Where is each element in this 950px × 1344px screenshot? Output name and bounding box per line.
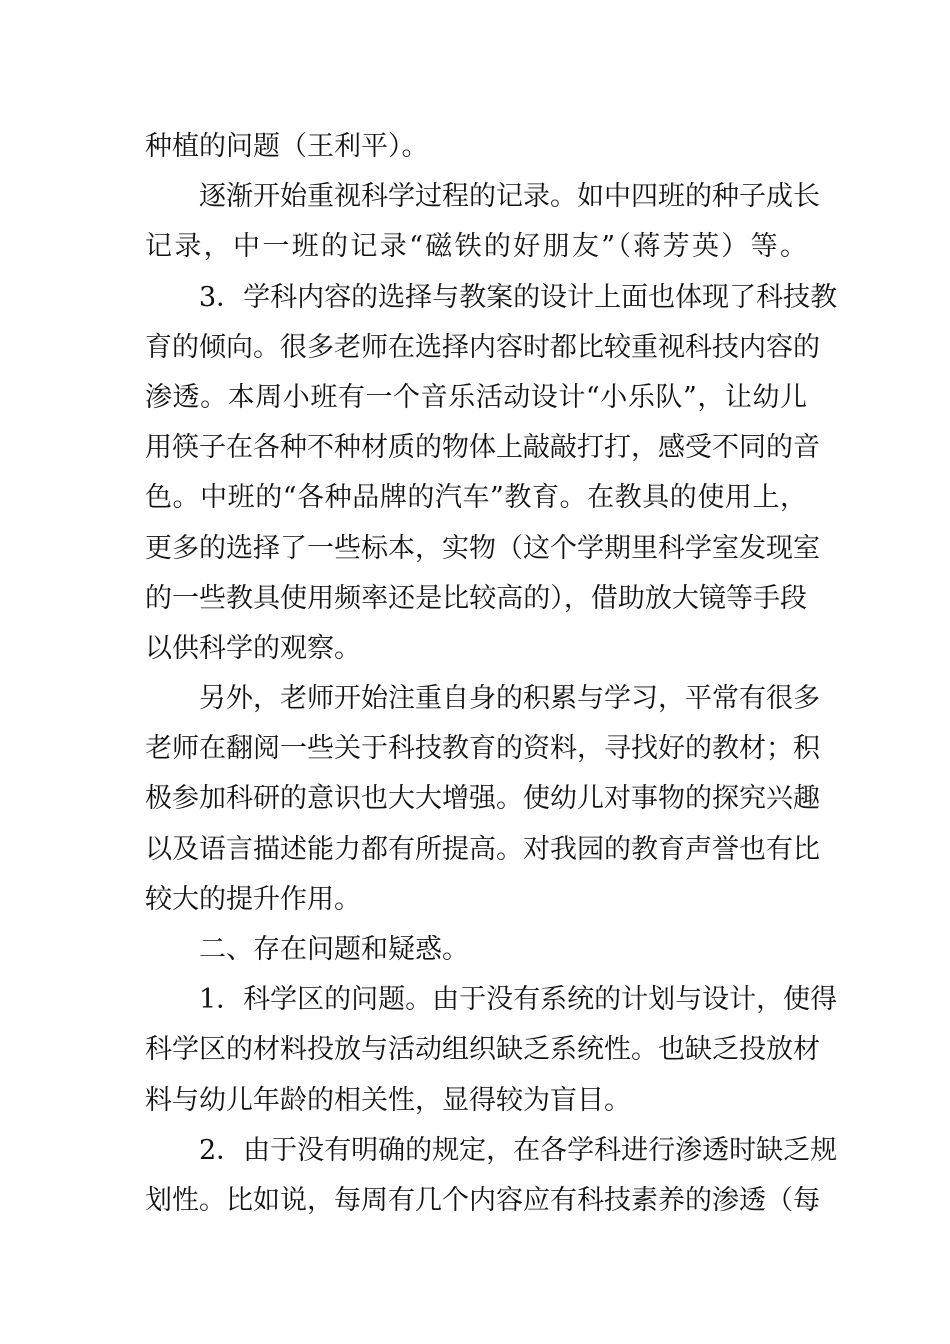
text-line: 更多的选择了一些标本，实物（这个学期里科学室发现室 xyxy=(145,532,820,564)
text-line: 以供科学的观察。 xyxy=(145,632,361,664)
text-line: 渗透。本周小班有一个音乐活动设计“小乐队”，让幼儿 xyxy=(145,381,807,413)
text-line: 的一些教具使用频率还是比较高的），借助放大镜等手段 xyxy=(145,582,807,614)
text-line: 以及语言描述能力都有所提高。对我园的教育声誉也有比 xyxy=(145,833,820,865)
text-line: 记录，中一班的记录“磁铁的好朋友”（蒋芳英）等。 xyxy=(145,231,807,263)
text-line: 1．科学区的问题。由于没有系统的计划与设计，使得 xyxy=(199,984,838,1016)
text-line: 种植的问题（王利平）。 xyxy=(145,131,429,162)
text-line: 老师在翻阅一些关于科技教育的资料，寻找好的教材；积 xyxy=(145,733,820,765)
text-line: 3．学科内容的选择与教案的设计上面也体现了科技教 xyxy=(199,281,838,313)
text-line: 较大的提升作用。 xyxy=(145,883,361,915)
text-line: 育的倾向。很多老师在选择内容时都比较重视科技内容的 xyxy=(145,331,820,363)
text-line: 划性。比如说，每周有几个内容应有科技素养的渗透（每 xyxy=(145,1184,820,1216)
text-line: 科学区的材料投放与活动组织缺乏系统性。也缺乏投放材 xyxy=(145,1034,820,1066)
text-line: 用筷子在各种不种材质的物体上敲敲打打，感受不同的音 xyxy=(145,432,820,464)
text-line: 另外，老师开始注重自身的积累与学习，平常有很多 xyxy=(199,683,820,715)
text-line: 料与幼儿年龄的相关性，显得较为盲目。 xyxy=(145,1084,631,1116)
text-line: 极参加科研的意识也大大增强。使幼儿对事物的探究兴趣 xyxy=(145,783,820,815)
body-text xyxy=(145,122,838,1226)
section-heading: 二、存在问题和疑惑。 xyxy=(199,934,469,965)
text-line: 2．由于没有明确的规定，在各学科进行渗透时缺乏规 xyxy=(199,1134,838,1166)
text-line: 逐渐开始重视科学过程的记录。如中四班的种子成长 xyxy=(199,181,820,213)
text-line: 色。中班的“各种品牌的汽车”教育。在教具的使用上， xyxy=(145,482,807,514)
